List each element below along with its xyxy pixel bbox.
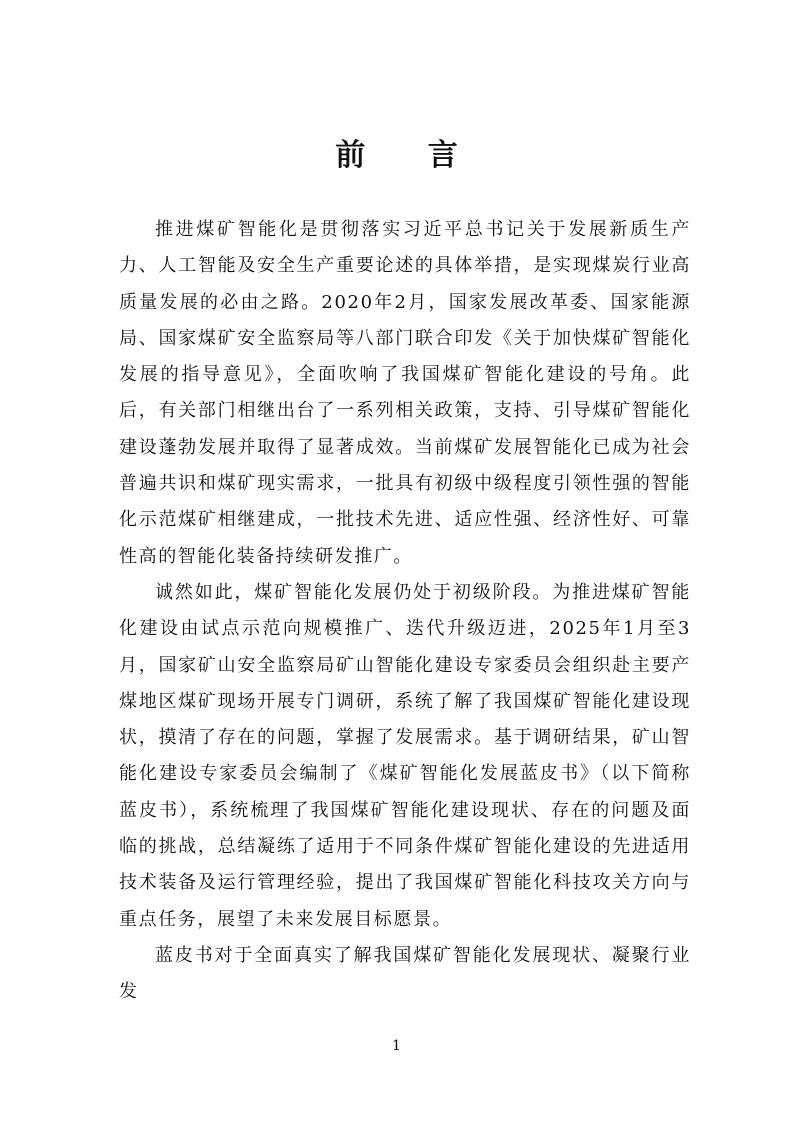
paragraph-3: 蓝皮书对于全面真实了解我国煤矿智能化发展现状、凝聚行业发 — [119, 944, 691, 1003]
page-number: 1 — [392, 1038, 401, 1054]
document-body — [119, 212, 691, 1011]
page-title: 前 言 — [335, 138, 484, 173]
paragraph-1: 推进煤矿智能化是贯彻落实习近平总书记关于发展新质生产力、人工智能及安全生产重要论述的具体举措，是实现煤炭行业高质量发展的必由之路。2020年2月，国家发展改革委、国家能源局、国家煤矿安全监察局等八部门联合印发《关于加快煤矿智能化发展的指导意见》，全面吹响了我国煤矿智能化建设的号角。此后，有关部门相继出台了一系列相关政策，支持、引导煤矿智能化建设蓬勃发展并取得了显著成效。当前煤矿发展智能化已成为社会普遍共识和煤矿现实需求，一批具有初级中级程度引领性强的智能化示范煤矿相继建成，一批技术先进、适应性强、经济性好、可靠性高的智能化装备持续研发推广。 — [119, 219, 691, 567]
paragraph-2: 诚然如此，煤矿智能化发展仍处于初级阶段。为推进煤矿智能化建设由试点示范向规模推广、迭代升级迈进，2025年1月至3月，国家矿山安全监察局矿山智能化建设专家委员会组织赴主要产煤地区煤矿现场开展专门调研，系统了解了我国煤矿智能化建设现状，摸清了存在的问题，掌握了发展需求。基于调研结果，矿山智能化建设专家委员会编制了《煤矿智能化发展蓝皮书》（以下简称蓝皮书），系统梳理了我国煤矿智能化建设现状、存在的问题及面临的挑战，总结凝练了适用于不同条件煤矿智能化建设的先进适用技术装备及运行管理经验，提出了我国煤矿智能化科技攻关方向与重点任务，展望了未来发展目标愿景。 — [119, 581, 691, 930]
